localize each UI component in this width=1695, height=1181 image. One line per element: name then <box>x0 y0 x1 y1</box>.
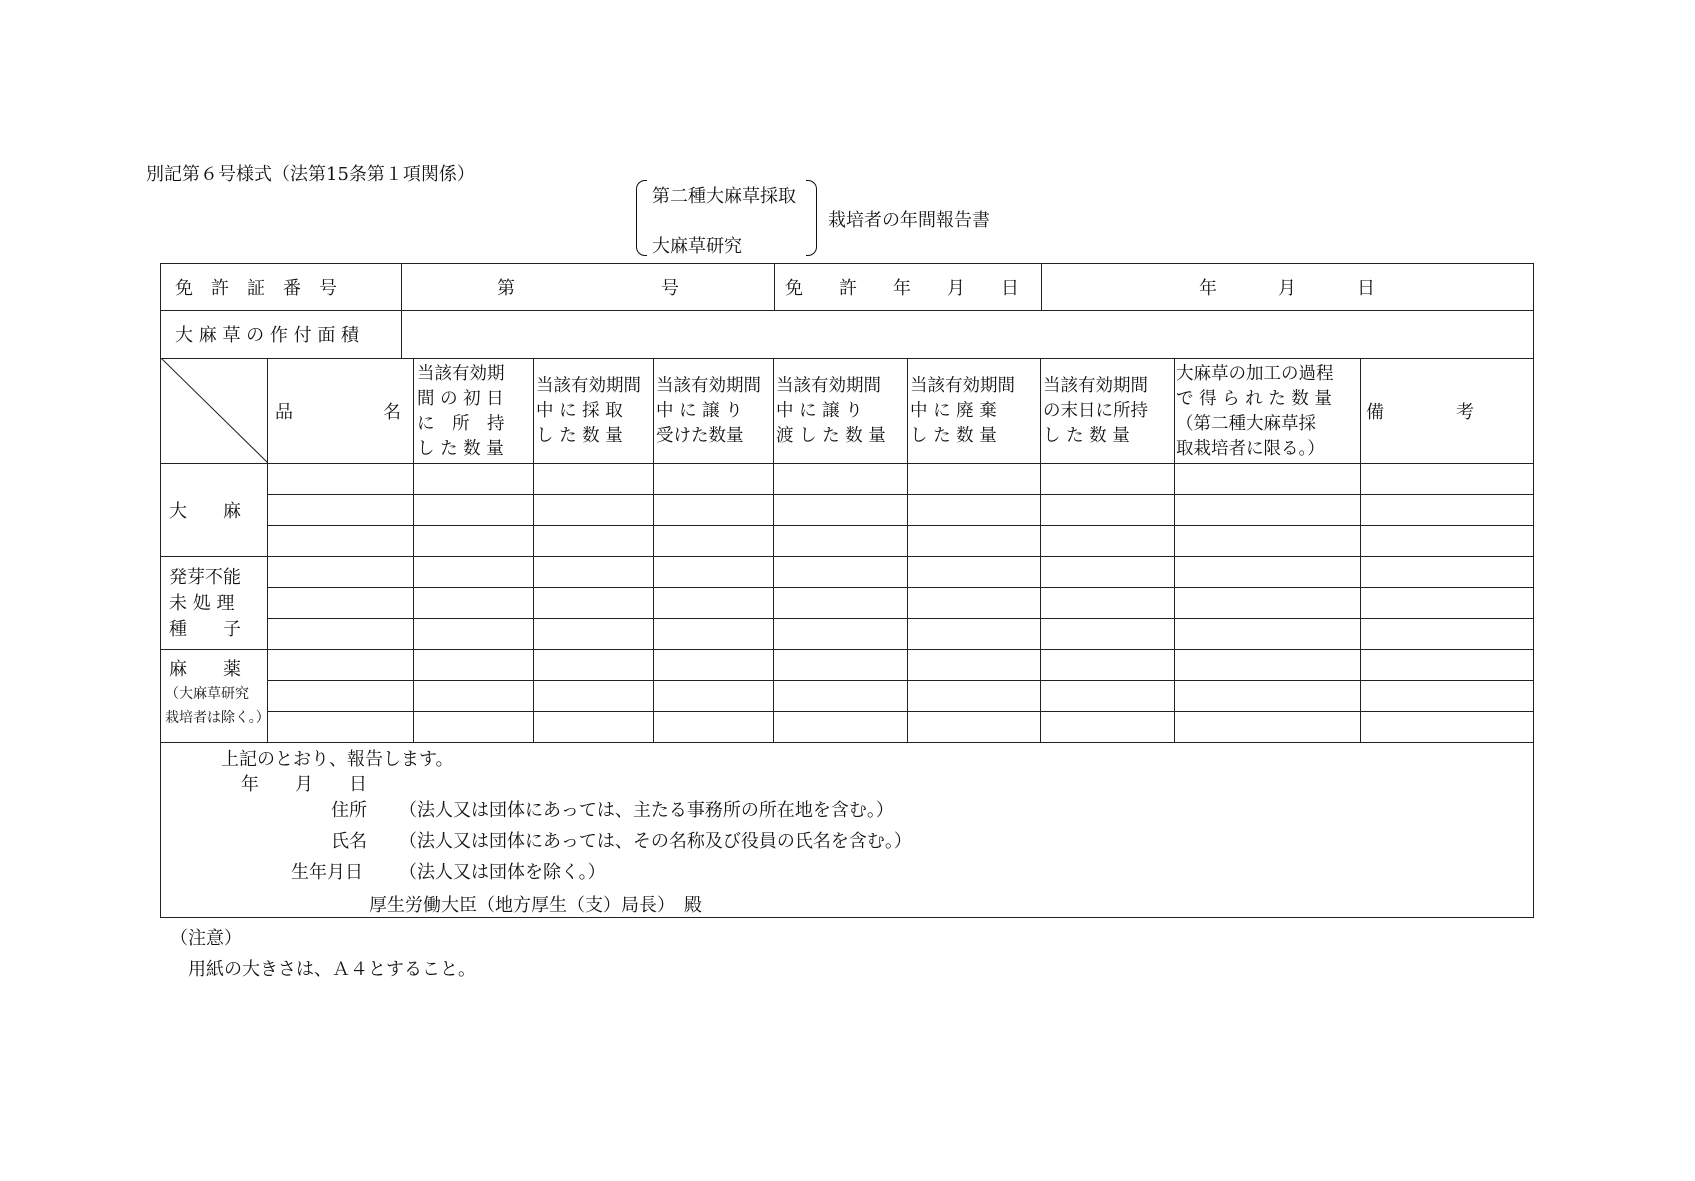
license-number-suffix: 号 <box>661 278 679 299</box>
col-divider <box>653 358 654 742</box>
col-divider <box>1360 358 1361 742</box>
column-transferred: 当該有効期間 中 に 譲 り 渡 し た 数 量 <box>776 376 886 446</box>
date-month: 月 <box>1278 278 1296 299</box>
col-divider <box>773 358 774 742</box>
col-divider <box>533 358 534 742</box>
date-day: 日 <box>1357 278 1375 299</box>
col-divider <box>1174 358 1175 742</box>
group-narcotic: 麻 薬 <box>169 659 241 680</box>
column-item-name: 品 名 <box>275 401 401 423</box>
license-date-label: 免 許 年 月 日 <box>785 278 1019 299</box>
notes-title: （注意） <box>170 928 242 949</box>
report-form-table <box>160 263 1534 918</box>
col-divider <box>401 264 402 358</box>
title-suffix: 栽培者の年間報告書 <box>828 210 990 231</box>
planting-area-label: 大 麻 草 の 作 付 面 積 <box>175 325 360 346</box>
birth-date-label: 生年月日 <box>291 862 363 883</box>
header-diagonal <box>161 358 268 464</box>
license-number-prefix: 第 <box>497 278 515 299</box>
column-remarks: 備 考 <box>1366 401 1474 423</box>
group-narcotic-note: （大麻草研究 栽培者は除く。） <box>165 686 270 726</box>
right-brace <box>806 180 817 256</box>
form-number-heading: 別記第６号様式（法第15条第１項関係） <box>146 164 475 185</box>
group-cannabis: 大 麻 <box>169 500 241 522</box>
addressee: 厚生労働大臣（地方厚生（支）局長） 殿 <box>369 895 702 916</box>
birth-date-note: （法人又は団体を除く。） <box>399 862 606 883</box>
row-divider <box>161 556 1533 557</box>
column-harvested: 当該有効期間 中 に 採 取 し た 数 量 <box>536 376 641 446</box>
name-label: 氏名 <box>331 831 367 852</box>
row-divider <box>268 587 1533 588</box>
column-disposed: 当該有効期間 中 に 廃 棄 し た 数 量 <box>910 376 1015 446</box>
col-divider <box>774 264 775 310</box>
row-divider <box>268 618 1533 619</box>
address-note: （法人又は団体にあっては、主たる事務所の所在地を含む。） <box>399 800 894 821</box>
row-divider <box>161 649 1533 650</box>
col-divider <box>413 358 414 742</box>
address-label: 住所 <box>331 800 367 821</box>
row-divider <box>161 463 1533 464</box>
col-divider <box>1041 264 1042 310</box>
row-divider <box>268 494 1533 495</box>
license-number-label: 免 許 証 番 号 <box>175 278 337 299</box>
column-processed-quantity: 大麻草の加工の過程 で 得 ら れ た 数 量 （第二種大麻草採 取栽培者に限る。） <box>1176 364 1334 459</box>
column-initial-stock: 当該有効期 間 の 初 日 に 所 持 し た 数 量 <box>417 364 505 459</box>
report-date-line: 年 月 日 <box>241 774 367 795</box>
notes-body: 用紙の大きさは、Ａ４とすること。 <box>188 959 476 980</box>
group-seed: 発芽不能 未 処 理 種 子 <box>169 567 241 640</box>
report-statement: 上記のとおり、報告します。 <box>221 749 454 770</box>
row-divider <box>268 680 1533 681</box>
row-divider <box>161 742 1533 743</box>
row-divider <box>268 525 1533 526</box>
row-divider <box>268 711 1533 712</box>
title-option-research: 大麻草研究 <box>652 236 742 257</box>
name-note: （法人又は団体にあっては、その名称及び役員の氏名を含む。） <box>399 831 912 852</box>
title-option-collection: 第二種大麻草採取 <box>652 186 796 207</box>
col-divider <box>1040 358 1041 742</box>
col-divider <box>907 358 908 742</box>
left-brace <box>636 180 647 256</box>
date-year: 年 <box>1199 278 1217 299</box>
report-title <box>636 180 1036 256</box>
column-received: 当該有効期間 中 に 譲 り 受けた数量 <box>656 376 761 446</box>
column-final-stock: 当該有効期間 の末日に所持 し た 数 量 <box>1043 376 1148 446</box>
